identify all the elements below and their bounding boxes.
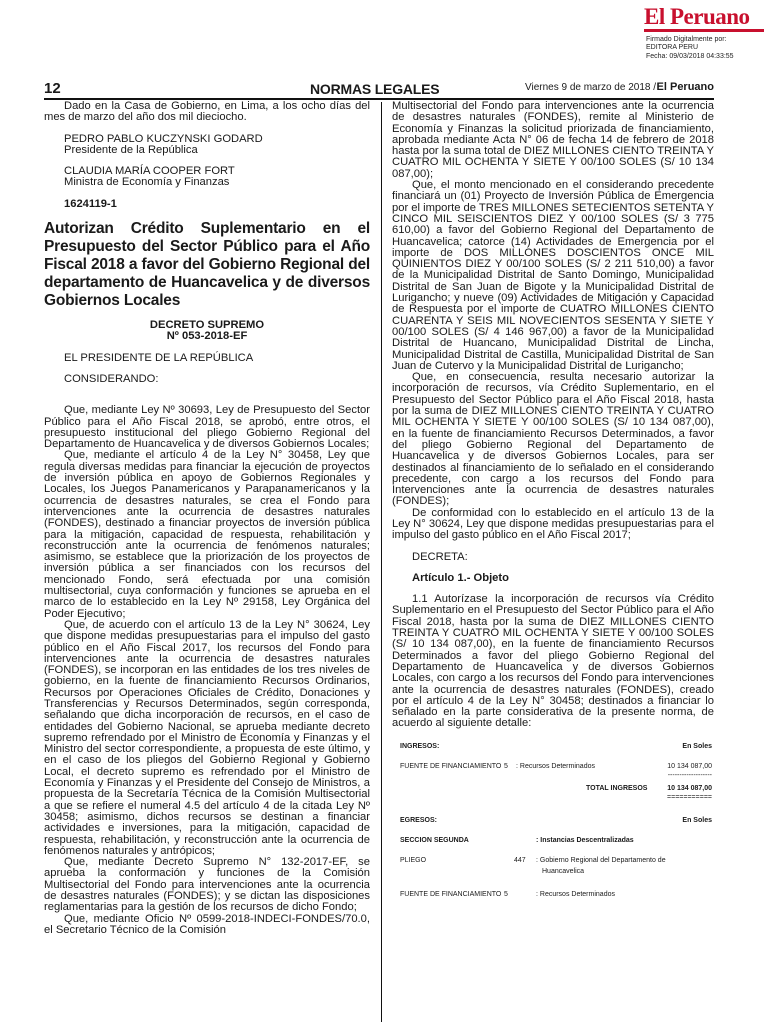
- decreta-heading: DECRETA:: [412, 550, 468, 563]
- table-row: [392, 852, 714, 866]
- currency-label: En Soles: [682, 816, 712, 824]
- column-divider: [381, 102, 382, 1022]
- page-header: [44, 80, 714, 98]
- considerando-paragraph: Que, mediante Decreto Supremo N° 132-2017-EF, se aprueba la conformación y funciones de la Comisión Multisectorial del Fondo para intervenciones ante la ocurrencia de desastres naturales (FONDES); y se dictan las disposiciones reglamentarias para la gestión de los recursos de dicho Fondo;: [44, 856, 370, 914]
- page-number: 12: [44, 80, 61, 97]
- pliego-name: : Gobierno Regional del Departamento de: [536, 856, 666, 864]
- considerando-paragraph: Que, mediante Oficio Nº 0599-2018-INDECI-FONDES/70.0, el Secretario Técnico de la Comisión: [44, 912, 370, 936]
- signatory-role: Presidente de la República: [64, 143, 198, 156]
- table-row: [392, 738, 714, 752]
- fuente-number: 5: [504, 762, 508, 770]
- header-brand: El Peruano: [656, 81, 714, 93]
- table-row: [392, 866, 714, 880]
- table-row: [392, 886, 714, 900]
- considerando-paragraph: Que, el monto mencionado en el considerando precedente financiará un (01) Proyecto de Inversión Pública de Emergencia por el importe de TRES MILLONES SETECIENTOS SETENTA Y CINCO MIL SEISCIENTOS DIEZ Y 00/100 SOLES (S/ 3 775 610,00) a favor del Gobierno Regional del Departamento de Huancavelica; catorce (14) Actividades de Emergencia por el importe de DOS MILLONES DOSCIENTOS ONCE MIL QUINIENTOS DIEZ Y 00/100 SOLES (S/ 2 211 510,00) a favor de la Municipalidad Distrital de Santo Domingo, Municipalidad Distrital de San Juan de Bigote y la Municipalidad Distrital de Lurigancho; y nueve (09) Actividades de Mitigación y Capacidad de Respuesta por el importe de CUATRO MILLONES CIENTO CUARENTA Y SEIS MIL NOVECIENTOS SESENTA Y SIETE Y 00/100 SOLES (S/ 4 146 967,00) a favor de la Municipalidad Distrital de Huancano, Municipalidad Distrital de Lincha, Municipalidad Distrital de Castilla, Municipalidad Distrital de San Juan de Cutervo y la Municipalidad Distrital de Lurigancho;: [392, 179, 714, 372]
- fuente-number: 5: [504, 890, 508, 898]
- left-column: [44, 101, 370, 1023]
- table-row: [392, 780, 714, 794]
- issue-date: Viernes 9 de marzo de 2018 /: [524, 82, 656, 93]
- currency-label: En Soles: [682, 742, 712, 750]
- pliego-name-cont: Huancavelica: [542, 867, 585, 875]
- issuer: EL PRESIDENTE DE LA REPÚBLICA: [64, 351, 254, 364]
- fuente-label: FUENTE DE FINANCIAMIENTO: [400, 762, 502, 770]
- total-label: TOTAL INGRESOS: [586, 784, 648, 792]
- egresos-label: EGRESOS:: [400, 816, 437, 824]
- considerando-paragraph: Que, mediante el artículo 4 de la Ley N° 30458, Ley que regula diversas medidas para financiar la ejecución de proyectos de inversión pública en apoyo de Gobiernos Regionales y Locales, los Juegos Panamericanos y Parapanamericanos y la ocurrencia de desastres naturales, se crea el Fondo para intervenciones ante la ocurrencia de desastres naturales (FONDES), destinado a financiar proyectos de inversión pública para la mitigación, capacidad de respuesta, rehabilitación y reconstrucción ante la ocurrencia de fenómenos naturales; asimismo, se establece que la priorización de los proyectos de inversión pública a ser financiados con los recursos del mencionado Fondo, será efectuada por una comisión multisectorial, cuya conformación y funciones se aprueba en el marco de lo establecido en la Ley Nº 29158, Ley Orgánica del Poder Ejecutivo;: [44, 449, 370, 620]
- signatory-name: PEDRO PABLO KUCZYNSKI GODARD: [64, 132, 263, 145]
- seccion-name: : Instancias Descentralizadas: [536, 836, 634, 844]
- considerando-paragraph: Que, en consecuencia, resulta necesario autorizar la incorporación de recursos, vía Crédito Suplementario, en el Presupuesto del Sector Público para el Año Fiscal 2018, hasta por la suma de DIEZ MILLONES CIENTO TREINTA Y CUATRO MIL OCHENTA Y SIETE Y 00/100 SOLES (S/ 10 134 087,00), en la fuente de financiamiento Recursos Determinados, a favor del pliego Gobierno Regional del Departamento de Huancavelica y de diversos Gobiernos Locales, para ser destinados al financiamiento de lo señalado en el considerando precedente, con cargo a los recursos del Fondo para Intervenciones ante la ocurrencia de desastres naturales (FONDES);: [392, 371, 714, 508]
- continued-paragraph: Multisectorial del Fondo para intervenciones ante la ocurrencia de desastres naturales (FONDES), remite al Ministerio de Economía y Finanzas la solicitud priorizada de financiamiento, aprobada mediante Acta N° 06 de fecha 14 de febrero de 2018 hasta por la suma total de DIEZ MILLONES CIENTO TREINTA Y CUATRO MIL OCHENTA Y SIETE Y 00/100 SOLES (S/ 10 134 087,00);: [392, 101, 714, 180]
- considerando-paragraph: De conformidad con lo establecido en el artículo 13 de la Ley N° 30624, Ley que dispone medidas presupuestarias para el impulso del gasto público en el Año Fiscal 2017;: [392, 506, 714, 542]
- pliego-label: PLIEGO: [400, 856, 427, 864]
- newspaper-logo: El Peruano: [644, 4, 750, 29]
- logo-underline: [644, 29, 764, 32]
- norm-title: Autorizan Crédito Suplementario en el Presupuesto del Sector Público para el Año Fiscal 2018 a favor del Gobierno Regional del departamento de Huancavelica y de diversos Gobiernos Locales: [44, 220, 370, 310]
- header-rule: [44, 98, 714, 100]
- table-row: [392, 758, 714, 772]
- table-row: [392, 794, 714, 802]
- section-title: NORMAS LEGALES: [310, 81, 440, 97]
- ingresos-label: INGRESOS:: [400, 742, 440, 750]
- fuente-name: : Recursos Determinados: [536, 890, 615, 898]
- fuente-label: FUENTE DE FINANCIAMIENTO: [400, 890, 502, 898]
- signatory-role: Ministra de Economía y Finanzas: [64, 176, 230, 189]
- norm-id: 1624119-1: [64, 197, 117, 210]
- signature-line: EDITORA PERU: [646, 44, 698, 52]
- decree-type: DECRETO SUPREMO: [149, 319, 265, 332]
- amount: 10 134 087,00: [667, 762, 712, 770]
- article-heading: Artículo 1.- Objeto: [412, 571, 509, 584]
- table-row: [392, 812, 714, 826]
- fuente-name: : Recursos Determinados: [516, 762, 595, 770]
- table-row: [392, 832, 714, 846]
- equals-separator: ===========: [667, 793, 712, 801]
- total-amount: 10 134 087,00: [667, 784, 712, 792]
- signature-line: Firmado Digitalmente por:: [646, 36, 727, 43]
- considerando-paragraph: Que, de acuerdo con el artículo 13 de la Ley N° 30624, Ley que dispone medidas presupuestarias para el impulso del gasto público en el Año Fiscal 2017, los recursos del Fondo para intervenciones ante la ocurrencia de desastres naturales (FONDES), se incorporan en las entidades de los tres niveles de gobierno, en la fuente de financiamiento Recursos Ordinarios, Recursos por Operaciones Oficiales de Crédito, Donaciones y Transferencias y Recursos Determinados, según corresponda, señalando que dicha incorporación de recursos, en el caso de entidades del Gobierno Nacional, se aprueba mediante decreto supremo refrendado por el Ministro de Economía y Finanzas y el Ministro del sector correspondiente, a propuesta de este último, y en el caso de los pliegos del Gobierno Regional y Gobierno Local, el decreto supremo es refrendado por el Ministro de Economía y Finanzas y el Presidente del Consejo de Ministros, a propuesta de la Secretaría Técnica de la Comisión Multisectorial a que se refiere el numeral 4.5 del artículo 4 de la citada Ley Nº 30458; asimismo, dichos recursos se destinan a financiar actividades e inversiones, para la mitigación, capacidad de respuesta, rehabilitación, y reconstrucción ante la ocurrencia de fenómenos naturales y antrópicos;: [44, 618, 370, 857]
- closing-text: Dado en la Casa de Gobierno, en Lima, a los ocho días del mes de marzo del año dos mil dieciocho.: [44, 101, 370, 124]
- decree-number: Nº 053-2018-EF: [166, 330, 248, 343]
- seccion-label: SECCION SEGUNDA: [400, 836, 469, 844]
- budget-table: [392, 738, 714, 900]
- right-column: [392, 101, 714, 1023]
- article-text: 1.1 Autorízase la incorporación de recursos vía Crédito Suplementario en el Presupuesto del Sector Público para el Año Fiscal 2018, hasta por la suma de DIEZ MILLONES CIENTO TREINTA Y CUATRO MIL OCHENTA Y SIETE Y 00/100 SOLES (S/ 10 134 087,00), en la fuente de financiamiento Recursos Determinados a favor del pliego Gobierno Regional del Departamento de Huancavelica y de diversos Gobiernos Locales, con cargo a los recursos del Fondo para intervenciones ante la ocurrencia de desastres naturales (FONDES), creado por el artículo 4 de la Ley N° 30458; destinados a financiar lo señalado en la parte considerativa de la presente norma, de acuerdo al siguiente detalle:: [392, 593, 714, 730]
- pliego-number: 447: [514, 856, 526, 864]
- considerando-paragraph: Que, mediante Ley Nº 30693, Ley de Presupuesto del Sector Público para el Año Fiscal 2018, se aprobó, entre otros, el presupuesto institucional del pliego Gobierno Regional del Departamento de Huancavelica y de diversos Gobiernos Locales;: [44, 404, 370, 451]
- signatory-name: CLAUDIA MARÍA COOPER FORT: [64, 165, 235, 178]
- signature-line: Fecha: 09/03/2018 04:33:55: [646, 52, 734, 60]
- digital-signature: [646, 36, 734, 61]
- dash-separator: -------------------: [667, 771, 712, 779]
- considerando-heading: CONSIDERANDO:: [64, 372, 159, 385]
- table-row: [392, 772, 714, 780]
